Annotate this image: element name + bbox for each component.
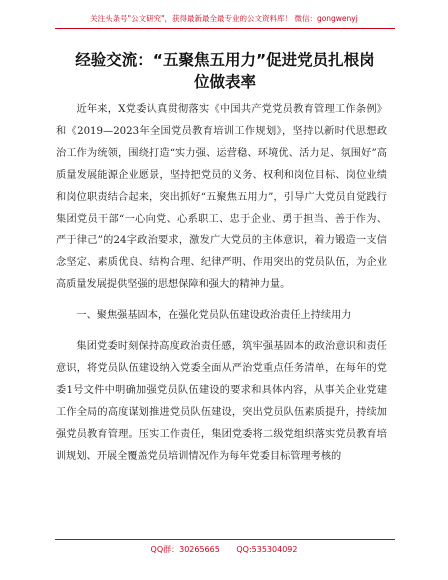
paragraph-section-1: 集团党委时刻保持高度政治责任感，筑牢强基固本的政治意识和责任意识，将党员队伍建设纳入党委全面从严治党重点任务清单，在每年的党委1号文件中明确加强党员队伍建设的要求和具体内容，从事关企业党建工作全局的高度谋划推进党员队伍建设，突出党员队伍素质提升，持续加强党员教育管理。压实工作责任，集团党委将二级党组织落实党员教育培训规划、开展全覆盖党员培训情况作为每年党委目标管理考核的 [56,341,387,462]
document-title-line-2: 位做表率 [193,73,256,91]
paragraph-intro: 近年来，X党委认真贯彻落实《中国共产党党员教育管理工作条例》和《2019—2023年全国党员教育培训工作规划》，坚持以新时代思想政治工作为统领，围绕打造“实力强、运营稳、环境优、活力足、氛围好”高质量发展能源企业愿景，坚持把党员的义务、权利和岗位目标、岗位业绩和岗位职责结合起来，突出抓好“五聚焦五用力”，引导广大党员自觉践行集团党员干部“一心向党、心系职工、忠于企业、勇于担当、善于作为、严于律己”的24字政治要求，激发广大党员的主体意识，着力锻造一支信念坚定、素质优良、结构合理、纪律严明、作用突出的党员队伍，为企业高质量发展提供坚强的思想保障和强大的精神力量。 [56,104,387,291]
header-banner: 关注头条号"公文研究"，获得最新最全最专业的公文资料库！ 微信：gongwenyj [90,14,358,23]
footer-qq: QQ:535304092 [236,545,298,554]
section-heading-1: 一、聚焦强基固本，在强化党员队伍建设政治责任上持续用力 [76,310,352,322]
footer-divider [55,539,395,540]
footer-contact [0,544,448,555]
document-title-line-1: 经验交流：“五聚焦五用力”促进党员扎根岗 [75,51,375,69]
document-title [40,49,410,93]
document-body [56,99,387,468]
footer-qq-group: QQ群：30265665 [150,545,220,554]
header-divider [55,28,395,29]
